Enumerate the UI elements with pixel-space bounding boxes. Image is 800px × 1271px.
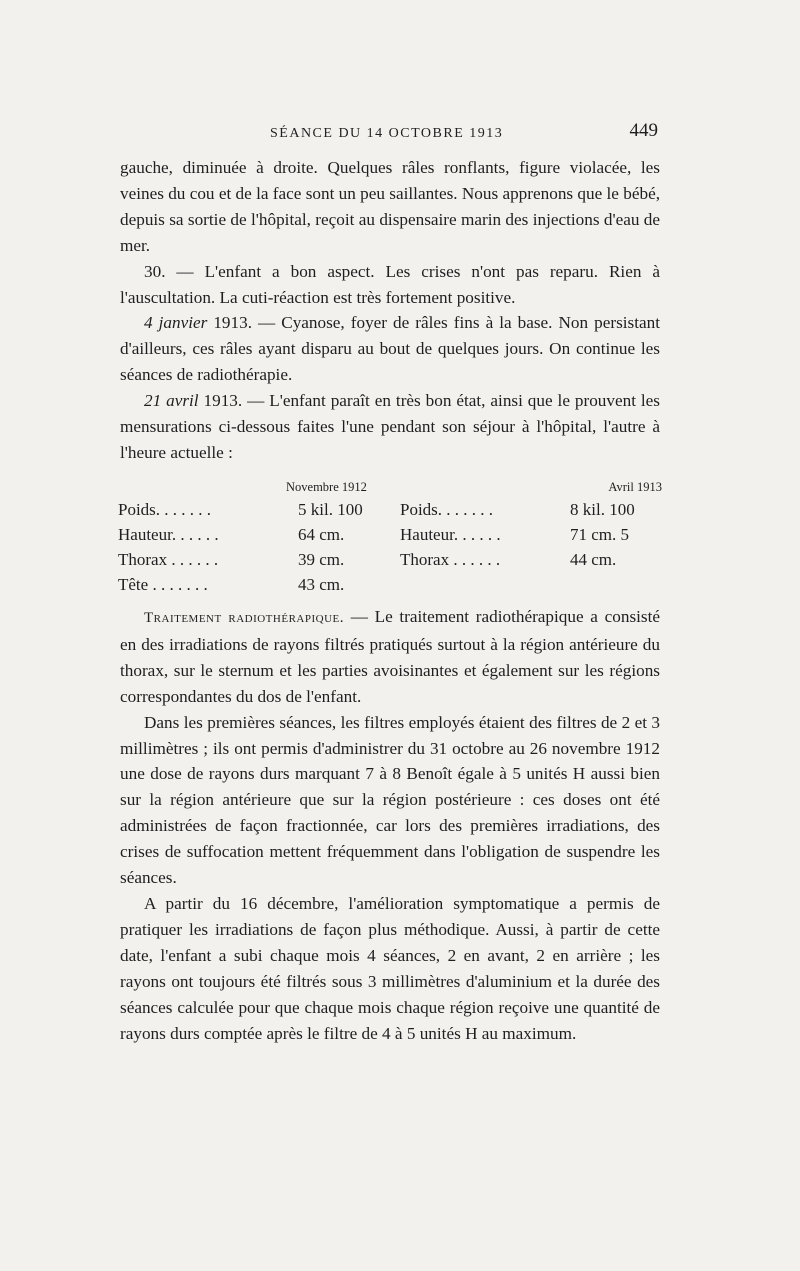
paragraph-traitement (120, 604, 660, 710)
table-row (118, 500, 666, 524)
november-value: 43 cm. (298, 575, 345, 594)
page-number: 449 (629, 120, 658, 141)
paragraph: Dans les premières séances, les filtres employés étaient des filtres de 2 et 3 millimètres ; ils ont permis d'administrer du 31 octobre au 26 novembre 1912 une dose de rayons durs marquant 7 à 8 Benoît égale à 5 unités H aussi bien sur la région antérieure que sur la région postérieure : ces doses ont été administrées de façon fractionnée, car lors des premières irradiations, des crises de suffocation mettent fréquemment dans l'obligation de suspendre les séances. (120, 712, 660, 888)
date-italic: 21 avril (144, 391, 199, 411)
paragraph: A partir du 16 décembre, l'amélioration symptomatique a permis de pratiquer les irradiations de façon plus méthodique. Aussi, à partir de cette date, l'enfant a subi chaque mois 4 séances, 2 en avant, 2 en arrière ; les rayons ont toujours été filtrés sous 3 millimètres d'aluminium et la durée des séances calculée pour que chaque mois chaque région reçoive une quantité de rayons durs comptée après le filtre de 4 à 5 unités H au maximum. (120, 893, 660, 1043)
paragraph-janvier (120, 310, 660, 388)
table-row (118, 550, 666, 574)
april-value: 44 cm. (570, 550, 617, 569)
row-label: Poids. . . . . . . (400, 500, 494, 519)
paragraph-text: 1913. — L'enfant paraît en très bon état, ainsi que le prouvent les mensurations ci-dessous faites l'une pendant son séjour à l'hôpital, l'autre à l'heure actuelle : (120, 391, 660, 462)
paragraph-avril (120, 388, 660, 466)
row-label: Thorax . . . . . . (400, 550, 501, 569)
november-value: 64 cm. (298, 525, 345, 544)
running-head: SÉANCE DU 14 OCTOBRE 1913 (270, 126, 504, 141)
body-text-lower (120, 604, 660, 1046)
page-header (120, 120, 660, 150)
november-value: 39 cm. (298, 550, 345, 569)
column-header-november: Novembre 1912 (286, 480, 367, 494)
date-italic: 4 janvier (144, 313, 208, 333)
measurements-table (118, 480, 666, 600)
paragraph: 30. — L'enfant a bon aspect. Les crises n'ont pas reparu. Rien à l'auscultation. La cuti-réaction est très fortement positive. (120, 261, 660, 307)
paragraph-text: 1913. — Cyanose, foyer de râles fins à la base. Non persistant d'ailleurs, ces râles ayant disparu au bout de quelques jours. On continue les séances de radiothérapie. (120, 313, 661, 385)
row-label: Hauteur. . . . . . (118, 525, 219, 544)
row-label: Hauteur. . . . . . (400, 525, 501, 544)
table-row (118, 525, 666, 549)
april-value: 71 cm. 5 (570, 525, 630, 544)
body-text-upper (120, 155, 660, 466)
column-header-april: Avril 1913 (608, 480, 662, 494)
row-label: Poids. . . . . . . (118, 500, 212, 519)
row-label: Thorax . . . . . . (118, 550, 219, 569)
section-heading: Traitement radiothérapique. (144, 610, 344, 626)
paragraph-text: — Le traitement radiothérapique a consisté en des irradiations de rayons filtrés pratiqués surtout à la région antérieure du thorax, sur le sternum et les parties avoisinantes et également sur les régions correspondantes du dos de l'enfant. (120, 607, 661, 706)
april-value: 8 kil. 100 (570, 500, 635, 519)
table-row (118, 575, 666, 599)
paragraph: gauche, diminuée à droite. Quelques râles ronflants, figure violacée, les veines du cou et de la face sont un peu saillantes. Nous apprenons que le bébé, depuis sa sortie de l'hôpital, reçoit au dispensaire marin des injections d'eau de mer. (120, 158, 660, 255)
row-label: Tête . . . . . . . (118, 575, 208, 594)
november-value: 5 kil. 100 (298, 500, 363, 519)
